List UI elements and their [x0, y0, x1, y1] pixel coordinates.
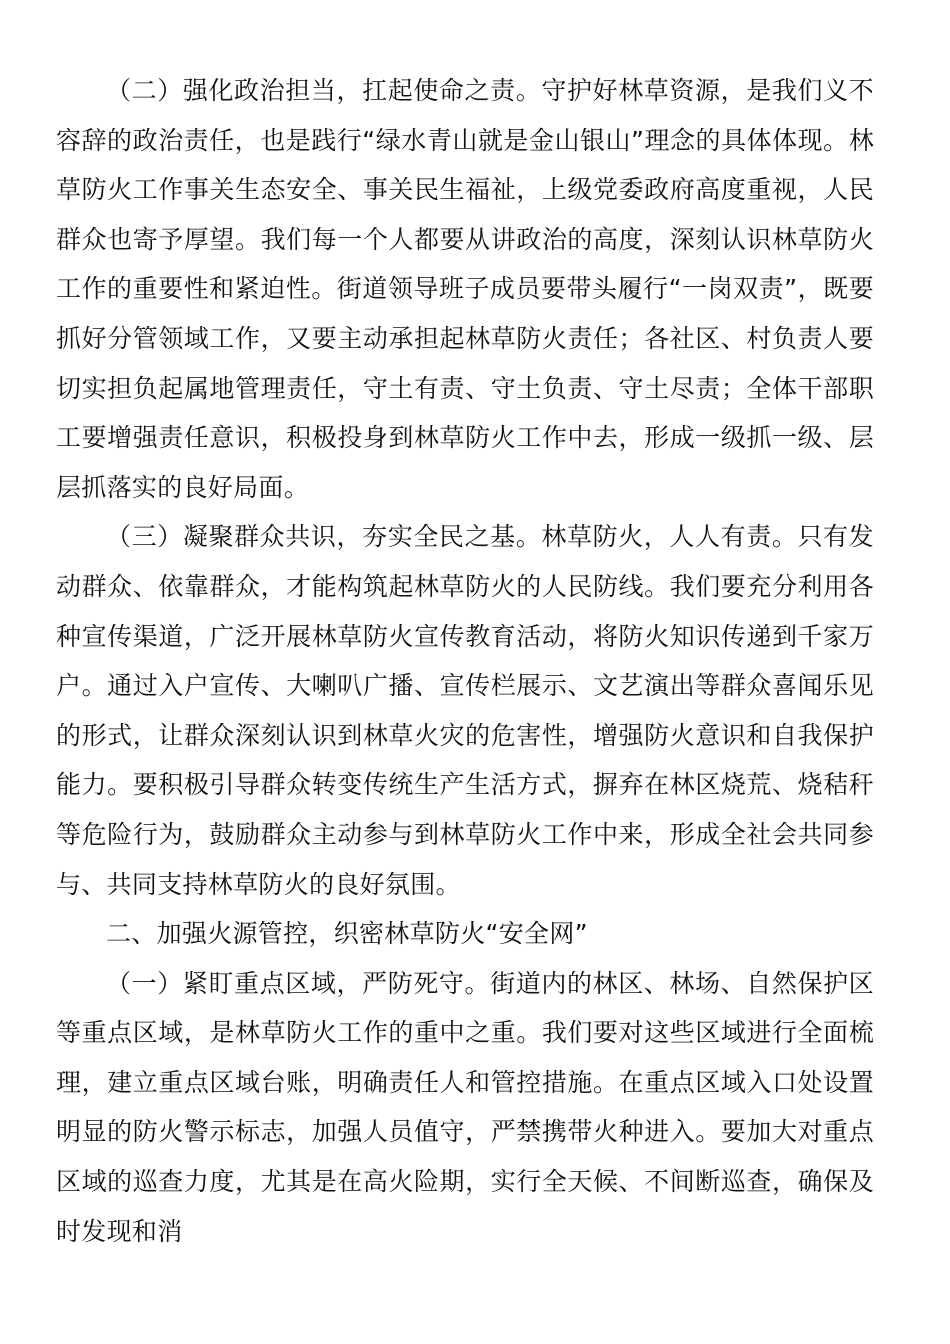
paragraph-key-areas: （一）紧盯重点区域，严防死守。街道内的林区、林场、自然保护区等重点区域，是林草防火工作的重中之重。我们要对这些区域进行全面梳理，建立重点区域台账，明确责任人和管控措施。在重点区域入口处设置明显的防火警示标志，加强人员值守，严禁携带火种进入。要加大对重点区域的巡查力度，尤其是在高火险期，实行全天候、不间断巡查，确保及时发现和消	[56, 968, 874, 1246]
paragraph-mass-consensus: （三）凝聚群众共识，夯实全民之基。林草防火，人人有责。只有发动群众、依靠群众，才能构筑起林草防火的人民防线。我们要充分利用各种宣传渠道，广泛开展林草防火宣传教育活动，将防火知识传递到千家万户。通过入户宣传、大喇叭广播、宣传栏展示、文艺演出等群众喜闻乐见的形式，让群众深刻认识到林草火灾的危害性，增强防火意识和自我保护能力。要积极引导群众转变传统生产生活方式，摒弃在林区烧荒、烧秸秆等危险行为，鼓励群众主动参与到林草防火工作中来，形成全社会共同参与、共同支持林草防火的良好氛围。	[56, 522, 874, 899]
document-page	[56, 66, 874, 1256]
paragraph-strengthen-political-responsibility: （二）强化政治担当，扛起使命之责。守护好林草资源，是我们义不容辞的政治责任，也是践行“绿水青山就是金山银山”理念的具体体现。林草防火工作事关生态安全、事关民生福祉，上级党委政府高度重视，人民群众也寄予厚望。我们每一个人都要从讲政治的高度，深刻认识林草防火工作的重要性和紧迫性。街道领导班子成员要带头履行“一岗双责”，既要抓好分管领域工作，又要主动承担起林草防火责任；各社区、村负责人要切实担负起属地管理责任，守土有责、守土负责、守土尽责；全体干部职工要增强责任意识，积极投身到林草防火工作中去，形成一级抓一级、层层抓落实的良好局面。	[56, 76, 874, 502]
section-heading-fire-source-control: 二、加强火源管控，织密林草防火“安全网”	[106, 919, 588, 949]
